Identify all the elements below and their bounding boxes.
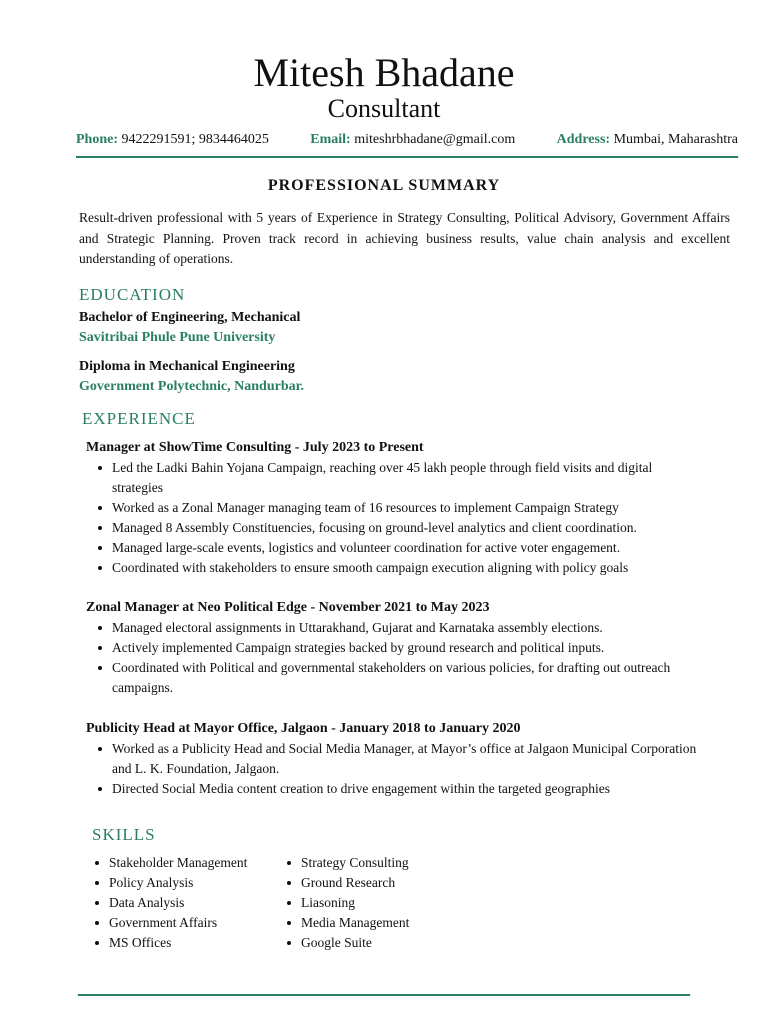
address-value: Mumbai, Maharashtra (613, 132, 738, 147)
skill-item: Data Analysis (89, 893, 279, 913)
experience-heading: EXPERIENCE (82, 409, 196, 428)
address-info (557, 131, 738, 149)
skill-item: Policy Analysis (89, 873, 279, 893)
job-title: Manager at ShowTime Consulting - July 2023 to Present (86, 440, 424, 455)
skill-item: Strategy Consulting (281, 853, 481, 873)
candidate-title: Consultant (327, 94, 441, 123)
skill-item: Liasoning (281, 893, 481, 913)
skill-item: MS Offices (89, 933, 279, 953)
job-bullet: Worked as a Zonal Manager managing team of 16 resources to implement Campaign Strategy (92, 498, 702, 518)
email-label: Email: (310, 132, 351, 147)
job-bullet: Managed 8 Assembly Constituencies, focusing on ground-level analytics and client coordination. (92, 518, 702, 538)
skills-column (281, 853, 481, 953)
job-bullet: Coordinated with Political and governmental stakeholders on various policies, for drafting out outreach campaigns. (92, 658, 702, 698)
footer-divider (78, 994, 690, 996)
skill-item: Ground Research (281, 873, 481, 893)
phone-info (76, 131, 269, 149)
education-school: Government Polytechnic, Nandurbar. (79, 379, 305, 394)
education-degree: Bachelor of Engineering, Mechanical (79, 310, 301, 325)
job-title: Publicity Head at Mayor Office, Jalgaon - January 2018 to January 2020 (86, 721, 521, 736)
skills-column (89, 853, 279, 953)
job-bullets (92, 458, 702, 578)
phone-label: Phone: (76, 132, 118, 147)
job-bullet: Directed Social Media content creation to drive engagement within the targeted geographies (92, 779, 702, 799)
skills-heading: SKILLS (92, 825, 156, 844)
email-value[interactable]: miteshrbhadane@gmail.com (354, 132, 516, 147)
skill-item: Media Management (281, 913, 481, 933)
education-degree: Diploma in Mechanical Engineering (79, 359, 295, 374)
job-bullet: Actively implemented Campaign strategies backed by ground research and political inputs. (92, 638, 702, 658)
job-bullet: Managed large-scale events, logistics and volunteer coordination for active voter engagement. (92, 538, 702, 558)
job-bullet: Worked as a Publicity Head and Social Media Manager, at Mayor’s office at Jalgaon Municipal Corporation and L. K. Foundation, Jalgaon. (92, 739, 702, 779)
contact-line (76, 131, 738, 149)
address-label: Address: (556, 132, 611, 147)
candidate-name: Mitesh Bhadane (253, 50, 515, 95)
email-info (310, 131, 515, 149)
summary-heading: PROFESSIONAL SUMMARY (267, 177, 501, 194)
phone-value: 9422291591; 9834464025 (121, 132, 269, 147)
education-school: Savitribai Phule Pune University (79, 330, 276, 345)
header-divider (76, 156, 738, 158)
job-title: Zonal Manager at Neo Political Edge - November 2021 to May 2023 (86, 600, 490, 615)
summary-text: Result-driven professional with 5 years of Experience in Strategy Consulting, Political Advisory, Government Affairs and Strategic Planning. Proven track record in achieving business results, value chain analysis and excellent understanding of operations. (79, 210, 730, 266)
job-bullets (92, 739, 702, 799)
skill-item: Stakeholder Management (89, 853, 279, 873)
job-bullets (92, 618, 702, 698)
skill-item: Google Suite (281, 933, 481, 953)
education-heading: EDUCATION (79, 285, 186, 304)
job-bullet: Managed electoral assignments in Uttarakhand, Gujarat and Karnataka assembly elections. (92, 618, 702, 638)
job-bullet: Coordinated with stakeholders to ensure smooth campaign execution aligning with policy goals (92, 558, 702, 578)
job-bullet: Led the Ladki Bahin Yojana Campaign, reaching over 45 lakh people through field visits and digital strategies (92, 458, 702, 498)
skill-item: Government Affairs (89, 913, 279, 933)
